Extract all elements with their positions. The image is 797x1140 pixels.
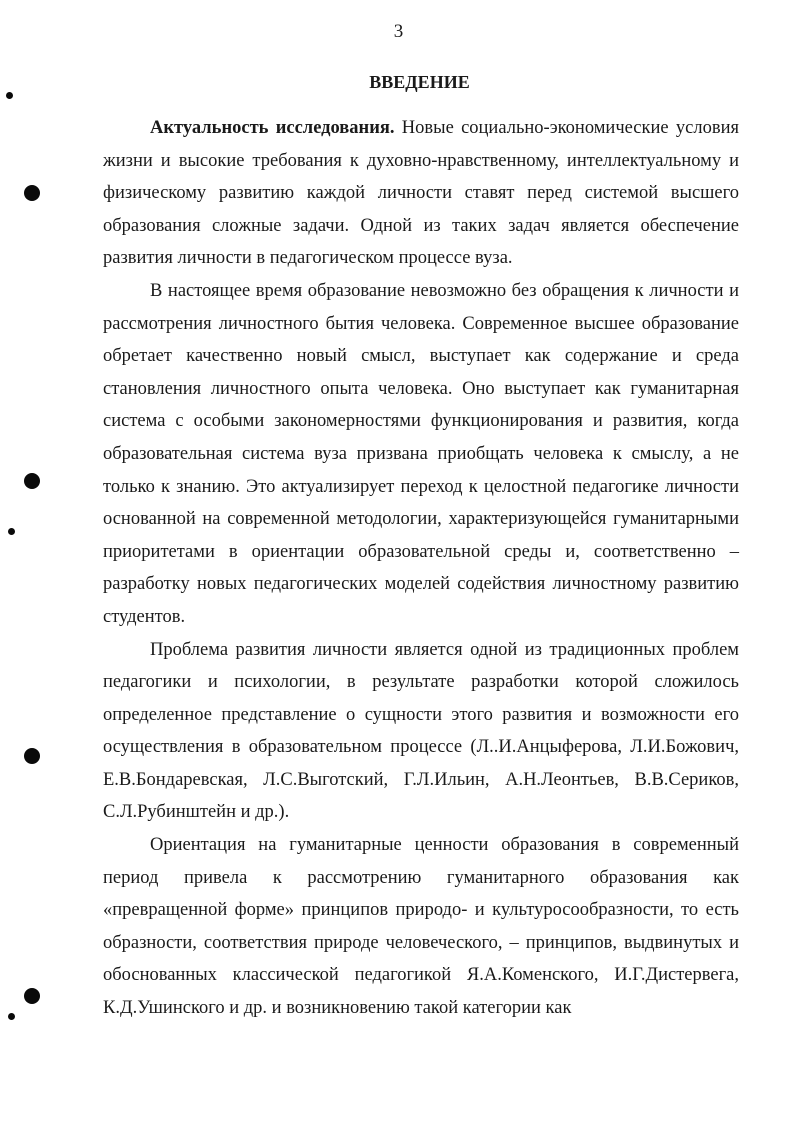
- paragraph-lead: Актуальность исследования.: [150, 118, 395, 138]
- punch-hole-mark: [8, 1013, 15, 1020]
- paragraph: Ориентация на гуманитарные ценности образования в современный период привела к рассмотрению гуманитарного образования как «превращенной форме» принципов природо- и культуросообразности, то есть образности, соответствия природе человеческого, – принципов, выдвинутых и обоснованных классической педагогикой Я.А.Коменского, И.Г.Дистервега, К.Д.Ушинского и др. и возникновению такой категории как: [103, 835, 739, 1019]
- punch-hole-mark: [24, 988, 40, 1004]
- punch-hole-mark: [24, 473, 40, 489]
- punch-hole-mark: [8, 528, 15, 535]
- paragraph: В настоящее время образование невозможно без обращения к личности и рассмотрения личностного бытия человека. Современное высшее образование обретает качественно новый смысл, выступает как содержание и среда становления личностного опыта человека. Оно выступает как гуманитарная система с особыми закономерностями функционирования и развития, когда образовательная система вуза призвана приобщать человека к смыслу, а не только к знанию. Это актуализирует переход к целостной педагогике личности основанной на современной методологии, характеризующейся гуманитарными приоритетами в ориентации образовательной среды и, соответственно – разработку новых педагогических моделей содействия личностному развитию студентов.: [103, 280, 739, 627]
- punch-hole-mark: [24, 748, 40, 764]
- body-text: [103, 112, 739, 1025]
- paragraph: Проблема развития личности является одной из традиционных проблем педагогики и психологии, в результате разработки которой сложилось определенное представление о сущности этого развития и возможности его осуществления в образовательном процессе (Л..И.Анцыферова, Л.И.Божович, Е.В.Бондаревская, Л.С.Выготский, Г.Л.Ильин, А.Н.Леонтьев, В.В.Сериков, С.Л.Рубинштейн и др.).: [103, 639, 739, 823]
- section-heading: ВВЕДЕНИЕ: [369, 72, 470, 92]
- page-number: 3: [393, 21, 404, 42]
- punch-hole-mark: [24, 185, 40, 201]
- punch-hole-mark: [6, 92, 13, 99]
- paragraph-relevance: [103, 112, 739, 275]
- paragraph-text: Новые социально-экономические условия жизни и высокие требования к духовно-нравственному, интеллектуальному и физическому развитию каждой личности ставят перед системой высшего образования сложные задачи. Одной из таких задач является обеспечение развития личности в педагогическом процессе вуза.: [103, 118, 739, 269]
